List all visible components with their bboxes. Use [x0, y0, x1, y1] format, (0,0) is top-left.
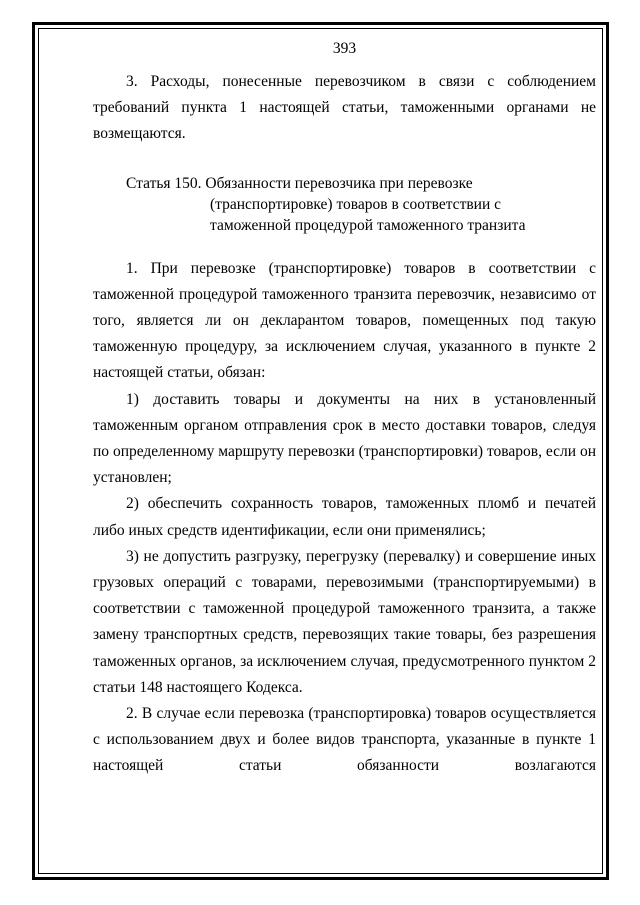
paragraph-2-multimodal: 2. В случае если перевозка (транспортировка) товаров осуществляется с использованием двух и более видов транспорта, указанные в пункте 1 настоящей статьи обязанности возлагаются [93, 705, 596, 775]
page-number: 393 [332, 40, 357, 57]
list-item-2-preserve: 2) обеспечить сохранность товаров, таможенных пломб и печатей либо иных средств идентификации, если они применялись; [93, 495, 596, 539]
article-heading-line-2: (транспортировке) товаров в соответствии с [210, 195, 502, 213]
list-item-3-no-unloading: 3) не допустить разгрузку, перегрузку (перевалку) и совершение иных грузовых операций с товарами, перевозимыми (транспортируемыми) в соответствии с таможенной процедурой таможенного транзита, а также замену транспортных средств, перевозящих такие товары, без разрешения таможенных органов, за исключением случая, предусмотренного пунктом 2 статьи 148 настоящего Кодекса. [93, 547, 596, 696]
article-heading-line-3: таможенной процедурой таможенного транзита [210, 216, 526, 234]
document-body [93, 40, 596, 780]
paragraph-3-expenses: 3. Расходы, понесенные перевозчиком в связи с соблюдением требований пункта 1 настоящей статьи, таможенными органами не возмещаются. [93, 73, 596, 143]
paragraph-1-obligations: 1. При перевозке (транспортировке) товаров в соответствии с таможенной процедурой таможенного транзита перевозчик, независимо от того, является ли он декларантом товаров, помещенных под такую таможенную процедуру, за исключением случая, указанного в пункте 2 настоящей статьи, обязан: [93, 259, 596, 382]
article-heading-line-1: Статья 150. Обязанности перевозчика при перевозке [126, 174, 473, 192]
article-heading [93, 173, 596, 236]
list-item-1-deliver: 1) доставить товары и документы на них в установленный таможенным органом отправления срок в место доставки товаров, следуя по определенному маршруту перевозки (транспортировки) товаров, если он установлен; [93, 390, 596, 487]
